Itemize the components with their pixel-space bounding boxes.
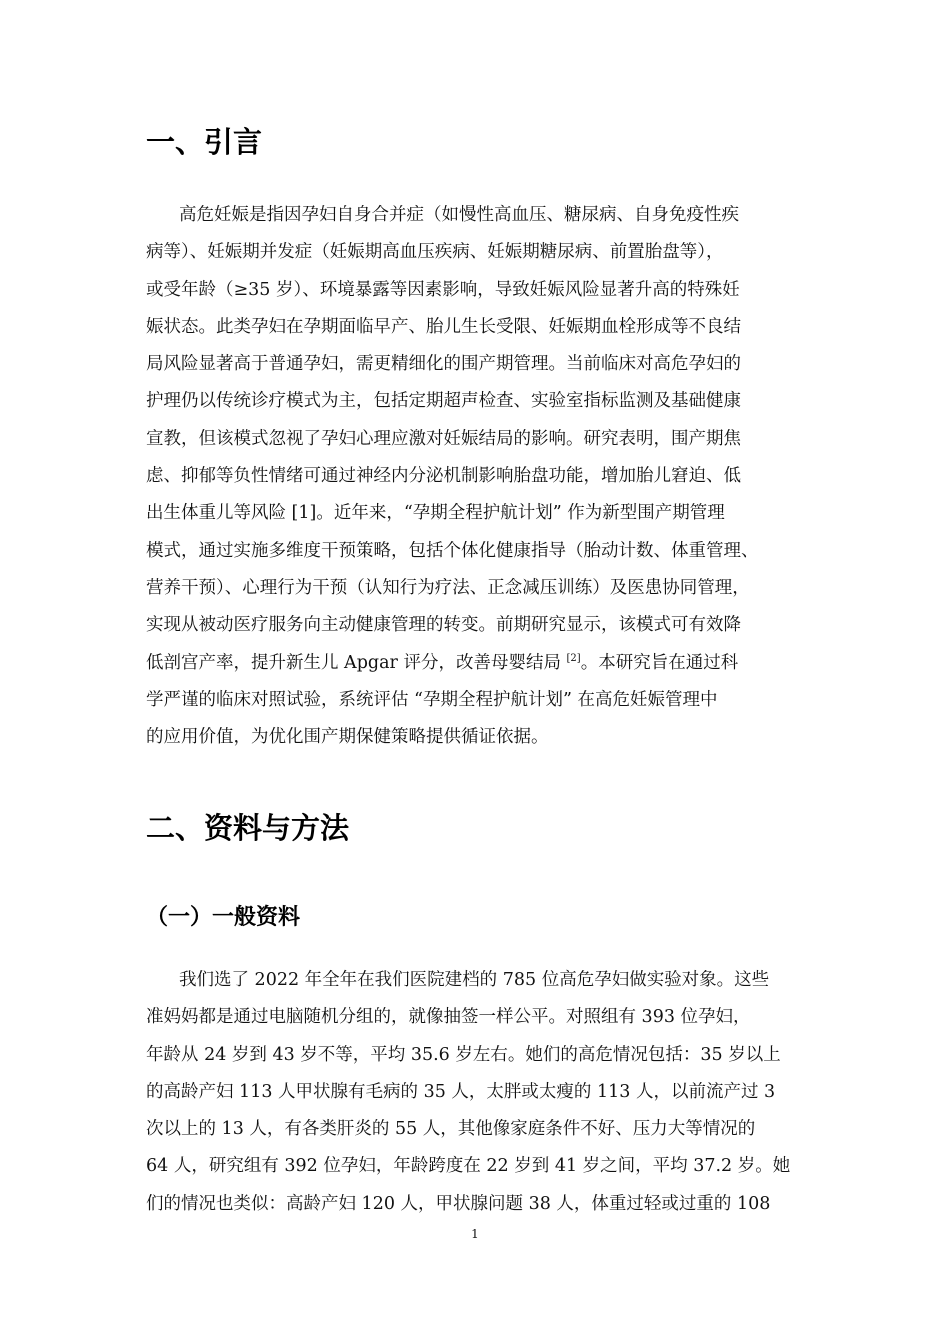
general-info-heading: （一）一般资料	[146, 905, 301, 930]
intro-line: 宣教，但该模式忽视了孕妇心理应激对妊娠结局的影响。研究表明，围产期焦	[146, 428, 741, 449]
intro-line: 营养干预）、心理行为干预（认知行为疗法、正念减压训练）及医患协同管理，	[146, 577, 750, 598]
general-info-paragraph	[146, 962, 806, 1223]
citation-superscript: [2]	[566, 652, 581, 664]
intro-line: 娠状态。此类孕妇在孕期面临早产、胎儿生长受限、妊娠期血栓形成等不良结	[146, 316, 741, 337]
intro-heading: 一、引言	[146, 125, 263, 159]
intro-paragraph	[146, 197, 806, 756]
general-line: 我们选了 2022 年全年在我们医院建档的 785 位高危孕妇做实验对象。这些	[179, 970, 770, 990]
intro-line: 局风险显著高于普通孕妇，需更精细化的围产期管理。当前临床对高危孕妇的	[146, 354, 741, 375]
page-number: 1	[471, 1227, 479, 1241]
intro-line: 高危妊娠是指因孕妇自身合并症（如慢性高血压、糖尿病、自身免疫性疾	[179, 205, 739, 225]
intro-line: 学严谨的临床对照试验，系统评估 “孕期全程护航计划” 在高危妊娠管理中	[146, 689, 718, 710]
general-line: 准妈妈都是通过电脑随机分组的，就像抽签一样公平。对照组有 393 位孕妇，	[146, 1007, 751, 1028]
intro-line	[146, 645, 806, 682]
intro-line: 病等）、妊娠期并发症（妊娠期高血压疾病、妊娠期糖尿病、前置胎盘等），	[146, 242, 724, 263]
general-line: 64 人，研究组有 392 位孕妇，年龄跨度在 22 岁到 41 岁之间，平均 37.2 岁。她	[146, 1156, 791, 1177]
intro-line: 模式，通过实施多维度干预策略，包括个体化健康指导（胎动计数、体重管理、	[146, 540, 759, 561]
general-line: 次以上的 13 人，有各类肝炎的 55 人，其他像家庭条件不好、压力大等情况的	[146, 1119, 756, 1140]
intro-line-text: 低剖宫产率，提升新生儿 Apgar 评分，改善母婴结局	[146, 652, 567, 673]
methods-heading: 二、资料与方法	[146, 811, 350, 845]
general-line: 的高龄产妇 113 人甲状腺有毛病的 35 人，太胖或太瘦的 113 人，以前流产过 3	[146, 1081, 776, 1102]
intro-line: 出生体重儿等风险 [1]。近年来，“孕期全程护航计划” 作为新型围产期管理	[146, 503, 725, 524]
intro-line-text: 。本研究旨在通过科	[580, 652, 739, 673]
intro-line: 护理仍以传统诊疗模式为主，包括定期超声检查、实验室指标监测及基础健康	[146, 391, 741, 412]
general-line: 年龄从 24 岁到 43 岁不等，平均 35.6 岁左右。她们的高危情况包括：35 岁以上	[146, 1044, 781, 1065]
general-line: 们的情况也类似：高龄产妇 120 人，甲状腺问题 38 人，体重过轻或过重的 108	[146, 1193, 771, 1214]
intro-line: 虑、抑郁等负性情绪可通过神经内分泌机制影响胎盘功能，增加胎儿窘迫、低	[146, 466, 741, 487]
intro-line: 的应用价值，为优化围产期保健策略提供循证依据。	[146, 727, 549, 748]
intro-line: 实现从被动医疗服务向主动健康管理的转变。前期研究显示，该模式可有效降	[146, 615, 741, 636]
intro-line: 或受年龄（≥35 岁）、环境暴露等因素影响，导致妊娠风险显著升高的特殊妊	[146, 279, 740, 300]
